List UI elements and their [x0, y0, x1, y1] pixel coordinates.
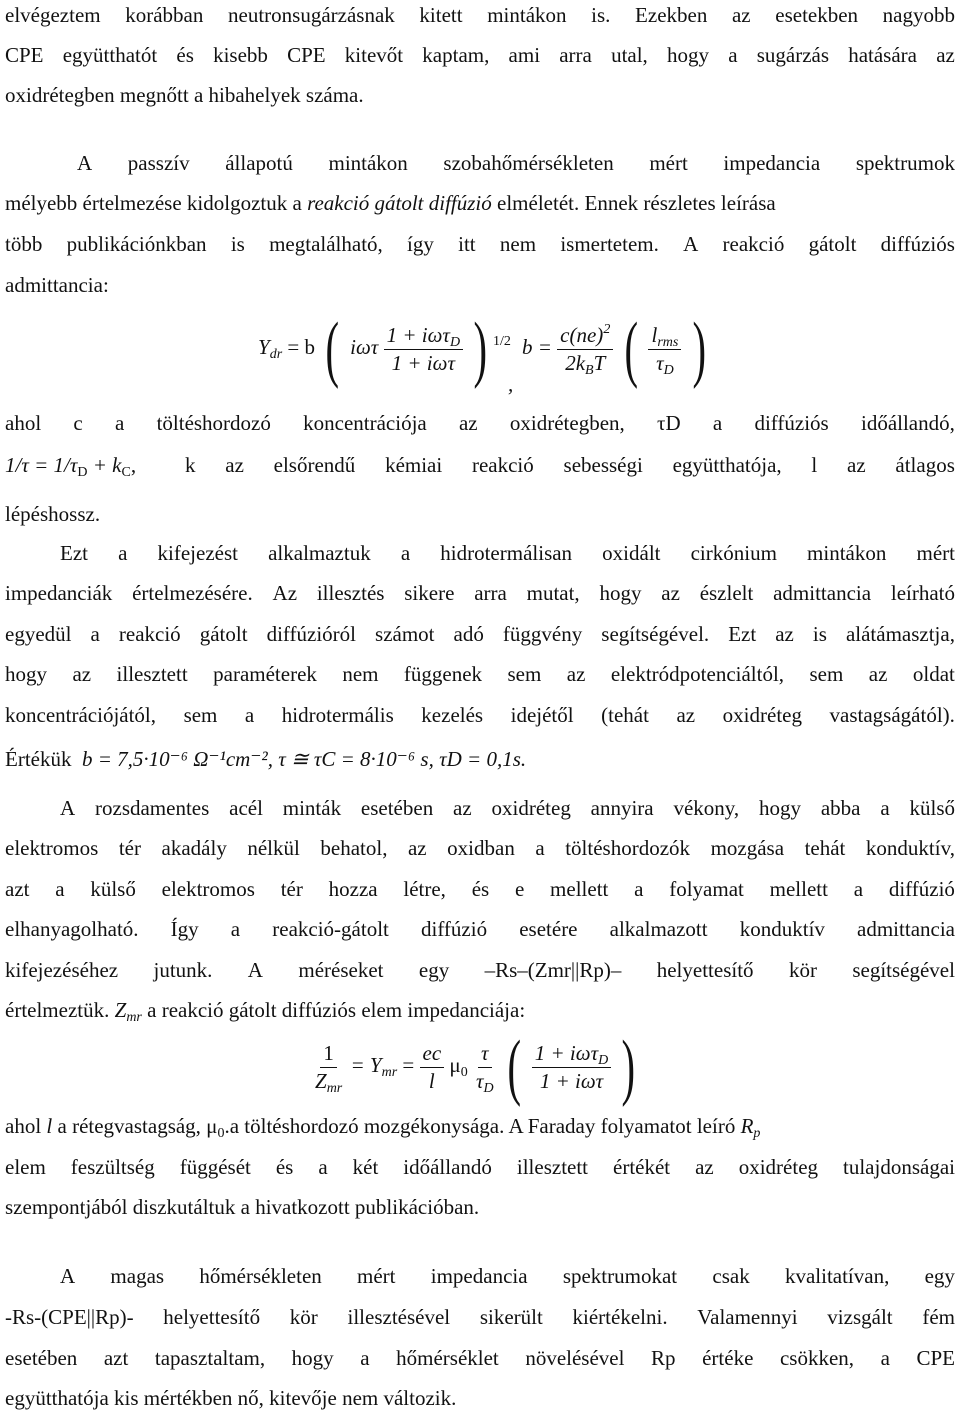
word: tulajdonságai	[843, 1155, 955, 1179]
word: esetében	[5, 1346, 78, 1370]
word: nem	[499, 232, 537, 256]
word: Valamennyi	[697, 1305, 798, 1329]
word: hogy	[667, 43, 709, 67]
rate-equation: $1/\tau = 1/\tau_D + k_C$,	[5, 453, 137, 480]
word: értéke	[702, 1346, 754, 1370]
word: hatására	[848, 43, 917, 67]
word: a	[728, 43, 738, 67]
word: esetére	[519, 917, 578, 941]
word: egy	[418, 958, 450, 982]
word: mért	[357, 1264, 396, 1288]
word: az	[847, 453, 866, 477]
word: diffúziós	[880, 232, 955, 256]
word: A	[77, 151, 93, 175]
word: a	[90, 622, 100, 646]
word: cirkónium	[690, 541, 777, 565]
word: elektromos	[161, 877, 255, 901]
word: az	[868, 662, 888, 686]
word: k	[185, 453, 196, 477]
word: hozza	[328, 877, 378, 901]
word: esetekben	[775, 3, 859, 27]
word: Ezt	[60, 541, 88, 565]
word: admittancia	[857, 917, 955, 941]
word: diffúzió	[888, 877, 955, 901]
word: kaptam,	[422, 43, 490, 67]
word: észlelt	[699, 581, 754, 605]
word: admittancia	[773, 581, 872, 605]
word: így	[407, 232, 434, 256]
word: két	[352, 1155, 379, 1179]
word: hőmérséklet	[396, 1346, 499, 1370]
word: azt	[5, 877, 30, 901]
word: spektrumok	[855, 151, 955, 175]
p1-line-3: oxidrétegben megnőtt a hibahelyek száma.	[5, 83, 364, 107]
word: abba	[820, 796, 861, 820]
word: tér	[280, 877, 303, 901]
word: sikerült	[479, 1305, 543, 1329]
word: itt	[458, 232, 476, 256]
word: A	[683, 232, 699, 256]
word: növelésével	[525, 1346, 625, 1370]
p4-line-3	[5, 621, 955, 647]
word: konduktív,	[865, 836, 955, 860]
word: utal,	[611, 43, 648, 67]
word: értelmezésére.	[132, 581, 253, 605]
word: az	[453, 796, 472, 820]
word: arra	[474, 581, 507, 605]
word: CPE	[5, 43, 44, 67]
word: együtthatót	[62, 43, 158, 67]
p6-line-2	[5, 1154, 955, 1180]
word: gátolt	[199, 622, 248, 646]
word: hogy	[291, 1346, 334, 1370]
word: reakció	[722, 232, 785, 256]
word: CPE	[287, 43, 326, 67]
p5-line-3	[5, 876, 955, 902]
word: -Rs-(CPE||Rp)-	[5, 1305, 134, 1329]
p6-line-3: szempontjából diszkutáltuk a hivatkozott publikációban.	[5, 1195, 480, 1219]
word: is	[812, 622, 827, 646]
word: publikációnkban	[66, 232, 207, 256]
word: az	[936, 43, 955, 67]
word: az	[731, 3, 751, 27]
word: oldat	[912, 662, 955, 686]
word: külső	[90, 877, 136, 901]
word: a	[230, 917, 241, 941]
word: vastagságától).	[829, 703, 955, 727]
word: tér	[118, 836, 141, 860]
word: nagyobb	[882, 3, 955, 27]
word: oxidréteg	[738, 1155, 819, 1179]
word: τD	[657, 411, 681, 435]
word: létre,	[403, 877, 446, 901]
p4-line-5	[5, 702, 955, 728]
impedance-equation: $\frac{1}{Z_{mr}}$ = $Y_{mr}$ = $\frac{ec}{l}$ $\mu_0$ $\frac{\tau}{\tau_D}$ ( $\frac{1 + i\omega\tau_D}{\text{1 + iωτ}}$ )	[315, 1026, 636, 1108]
p1-line-2	[5, 42, 955, 68]
p3-line-2	[5, 452, 955, 478]
word: az	[407, 836, 427, 860]
word: mért	[649, 151, 688, 175]
word: tehát	[804, 836, 846, 860]
word: Az	[272, 581, 298, 605]
word: az	[566, 662, 586, 686]
word: gátolt	[808, 232, 857, 256]
word: impedanciák	[5, 581, 113, 605]
word: sikere	[404, 581, 455, 605]
word: ismertetem.	[560, 232, 659, 256]
word: kör	[788, 958, 817, 982]
word: mért	[916, 541, 955, 565]
word: minták	[282, 796, 342, 820]
word: töltéshordozók	[565, 836, 691, 860]
word: a	[880, 796, 890, 820]
word: az	[72, 662, 92, 686]
word: helyettesítő	[656, 958, 754, 982]
p5-line-2	[5, 835, 955, 861]
word: illesztés	[316, 581, 385, 605]
word: csak	[712, 1264, 750, 1288]
word: impedancia	[723, 151, 821, 175]
word: azt	[103, 1346, 129, 1370]
p7-line-1	[60, 1263, 955, 1289]
word: vizsgált	[827, 1305, 893, 1329]
word: kifejezéséhez	[5, 958, 119, 982]
word: arra	[559, 43, 592, 67]
word: a	[55, 877, 65, 901]
word: Ezekben	[635, 3, 708, 27]
word: a	[634, 877, 644, 901]
word: esetében	[360, 796, 434, 820]
word: koncentrációja	[303, 411, 427, 435]
word: függését	[179, 1155, 251, 1179]
word: nélkül	[247, 836, 300, 860]
word: akadály	[161, 836, 227, 860]
word: állapotú	[225, 151, 293, 175]
word: –Rs–(Zmr||Rp)–	[484, 958, 622, 982]
word: hogy	[5, 662, 47, 686]
word: Így	[170, 917, 199, 941]
word: reakció	[471, 453, 534, 477]
word: hidrotermálisan	[440, 541, 573, 565]
word: sugárzás	[756, 43, 830, 67]
word: rozsdamentes	[95, 796, 210, 820]
word: egy	[924, 1264, 955, 1288]
word: elektródpotenciáltól,	[610, 662, 785, 686]
word: mintákon	[807, 541, 887, 565]
word: e	[514, 877, 525, 901]
word: hogy	[759, 796, 802, 820]
word: kör	[289, 1305, 318, 1329]
word: annyira	[590, 796, 654, 820]
p5-line-4	[5, 916, 955, 942]
word: A	[60, 796, 76, 820]
word: egyedül	[5, 622, 72, 646]
word: elvégeztem	[5, 3, 101, 27]
word: kifejezést	[157, 541, 238, 565]
equation-separator: ,	[508, 372, 514, 396]
word: elem	[5, 1155, 46, 1179]
p7-line-2	[5, 1304, 955, 1330]
word: adó	[453, 622, 484, 646]
word: behatol,	[320, 836, 388, 860]
word: több	[5, 232, 43, 256]
p7-line-3	[5, 1345, 955, 1371]
p2-line-2: mélyebb értelmezése kidolgoztuk a reakció gátolt diffúzió elméletét. Ennek részletes leírása	[5, 191, 776, 215]
word: oxidréteg	[491, 796, 571, 820]
word: ami	[508, 43, 541, 67]
word: kiértékelni.	[572, 1305, 668, 1329]
word: folyamat	[669, 877, 744, 901]
word: magas	[110, 1264, 165, 1288]
word: illesztett	[516, 1155, 589, 1179]
word: illesztésével	[347, 1305, 451, 1329]
word: Ezt	[728, 622, 757, 646]
p5-line-6: értelmeztük. $Z_{mr}$ a reakció gátolt diffúziós elem impedanciája:	[5, 998, 526, 1025]
word: a	[114, 411, 125, 435]
word: az	[676, 703, 696, 727]
word: kisebb	[213, 43, 268, 67]
word: acél	[229, 796, 263, 820]
word: a	[853, 877, 864, 901]
word: a	[880, 1346, 890, 1370]
word: vékony,	[673, 796, 740, 820]
word: leírható	[890, 581, 955, 605]
word: is.	[591, 3, 611, 27]
word: oxidréteg	[722, 703, 802, 727]
word: c	[73, 411, 83, 435]
word: elektromos	[5, 836, 99, 860]
word: függvény	[502, 622, 583, 646]
word: a	[318, 1155, 328, 1179]
p4-line-2	[5, 580, 955, 606]
word: mintákon	[487, 3, 567, 27]
admittance-equation: $Y_{dr} = b$ ( iωτ $\frac{1 + i\omega\tau_D}{\text{1 + iωτ}}$ ) $^{1/2}$	[258, 308, 511, 390]
word: spektrumokat	[562, 1264, 678, 1288]
word: alkalmazott	[609, 917, 708, 941]
p4-line-1	[60, 540, 955, 566]
word: mintákon	[328, 151, 408, 175]
word: sebességi	[563, 453, 643, 477]
word: reakció	[118, 622, 181, 646]
word: szobahőmérsékleten	[443, 151, 614, 175]
word: oxidrétegben,	[509, 411, 625, 435]
word: mellett	[769, 877, 828, 901]
word: az	[661, 581, 680, 605]
emphasis-text: reakció gátolt diffúzió	[307, 191, 492, 215]
word: kémiai	[385, 453, 443, 477]
p2-line-3	[5, 231, 955, 257]
word: oxidban	[447, 836, 515, 860]
word: mozgása	[710, 836, 785, 860]
word: reakció-gátolt	[272, 917, 389, 941]
word: sem	[809, 662, 844, 686]
word: segítségével.	[601, 622, 710, 646]
p3-line-1	[5, 410, 955, 436]
values-equation: b = 7,5·10⁻⁶ Ω⁻¹cm⁻², τ ≅ τC = 8·10⁻⁶ s, τD = 0,1s.	[81, 747, 527, 771]
word: a	[535, 836, 545, 860]
word: az	[695, 1155, 714, 1179]
word: diffúziós	[754, 411, 829, 435]
word: sem	[507, 662, 542, 686]
word: tapasztaltam,	[154, 1346, 266, 1370]
word: kitevőt	[344, 43, 404, 67]
word: Rp	[651, 1346, 676, 1370]
word: impedancia	[430, 1264, 528, 1288]
word: mellett	[550, 877, 609, 901]
word: az	[225, 453, 244, 477]
p4-line-4	[5, 661, 955, 687]
word: hőmérsékleten	[199, 1264, 322, 1288]
word: a	[400, 541, 411, 565]
word: a	[244, 703, 255, 727]
p2-line-4: admittancia:	[5, 273, 109, 297]
word: a	[712, 411, 723, 435]
word: CPE	[916, 1346, 955, 1370]
word: számot	[375, 622, 435, 646]
p5-line-5	[5, 957, 955, 983]
p3-line-3: lépéshossz.	[5, 502, 101, 526]
word: kvalitatívan,	[784, 1264, 890, 1288]
word: segítségével	[852, 958, 955, 982]
word: időállandó,	[860, 411, 955, 435]
word: alkalmaztuk	[268, 541, 371, 565]
word: diffúzió	[420, 917, 488, 941]
word: átlagos	[895, 453, 955, 477]
word: passzív	[127, 151, 190, 175]
word: alátámasztja,	[845, 622, 955, 646]
b-coefficient-equation: b = $\frac{c(ne)^2}{2k_BT}$ ( $\frac{l_{rms}}{\tau_D}$ )	[522, 308, 706, 390]
word: méréseket	[298, 958, 384, 982]
p2-line-1	[77, 150, 955, 176]
word: koncentrációjától,	[5, 703, 157, 727]
word: korábban	[125, 3, 204, 27]
word: értékét	[613, 1155, 671, 1179]
word: és	[471, 877, 490, 901]
word: ahol	[5, 411, 42, 435]
word: megtalálható,	[269, 232, 383, 256]
word: idejétől	[510, 703, 574, 727]
p6-line-1: ahol l a rétegvastagság, $\mu_0.a$ töltéshordozó mozgékonysága. A Faraday folyamatot leíró $R_p$	[5, 1114, 761, 1141]
word: jutunk.	[153, 958, 213, 982]
word: is	[230, 232, 245, 256]
word: mutat,	[526, 581, 580, 605]
word: sem	[183, 703, 218, 727]
p7-line-4: együtthatója kis mértékben nő, kitevője nem változik.	[5, 1386, 457, 1410]
word: a	[118, 541, 128, 565]
word: töltéshordozó	[156, 411, 271, 435]
word: nem	[342, 662, 379, 686]
word: neutronsugárzásnak	[228, 3, 395, 27]
word: külső	[909, 796, 955, 820]
word: oxidált	[602, 541, 661, 565]
word: az	[458, 411, 478, 435]
word: kezelés	[421, 703, 484, 727]
word: konduktív	[739, 917, 825, 941]
word: helyettesítő	[163, 1305, 261, 1329]
word: elhanyagolható.	[5, 917, 139, 941]
word: feszültség	[70, 1155, 155, 1179]
word: és	[275, 1155, 294, 1179]
word: (tehát	[601, 703, 649, 727]
word: a	[360, 1346, 370, 1370]
word: időállandó	[403, 1155, 492, 1179]
word: diffúzióról	[266, 622, 356, 646]
word: A	[247, 958, 263, 982]
word: függenek	[403, 662, 483, 686]
word: illesztett	[116, 662, 188, 686]
word: fém	[922, 1305, 955, 1329]
word: elsőrendű	[273, 453, 356, 477]
word: paraméterek	[213, 662, 317, 686]
word: A	[60, 1264, 76, 1288]
word: együtthatója,	[672, 453, 782, 477]
p5-line-1	[60, 795, 955, 821]
p1-line-1	[5, 2, 955, 28]
word: az	[775, 622, 794, 646]
p4-line-6: Értékük b = 7,5·10⁻⁶ Ω⁻¹cm⁻², τ ≅ τC = 8·10⁻⁶ s, τD = 0,1s.	[5, 747, 527, 771]
word: csökken,	[779, 1346, 855, 1370]
word: kitett	[419, 3, 463, 27]
word: l	[811, 453, 818, 477]
word: hidrotermális	[281, 703, 394, 727]
word: és	[176, 43, 194, 67]
p3-line-2-words	[185, 452, 955, 478]
word: hogy	[599, 581, 642, 605]
